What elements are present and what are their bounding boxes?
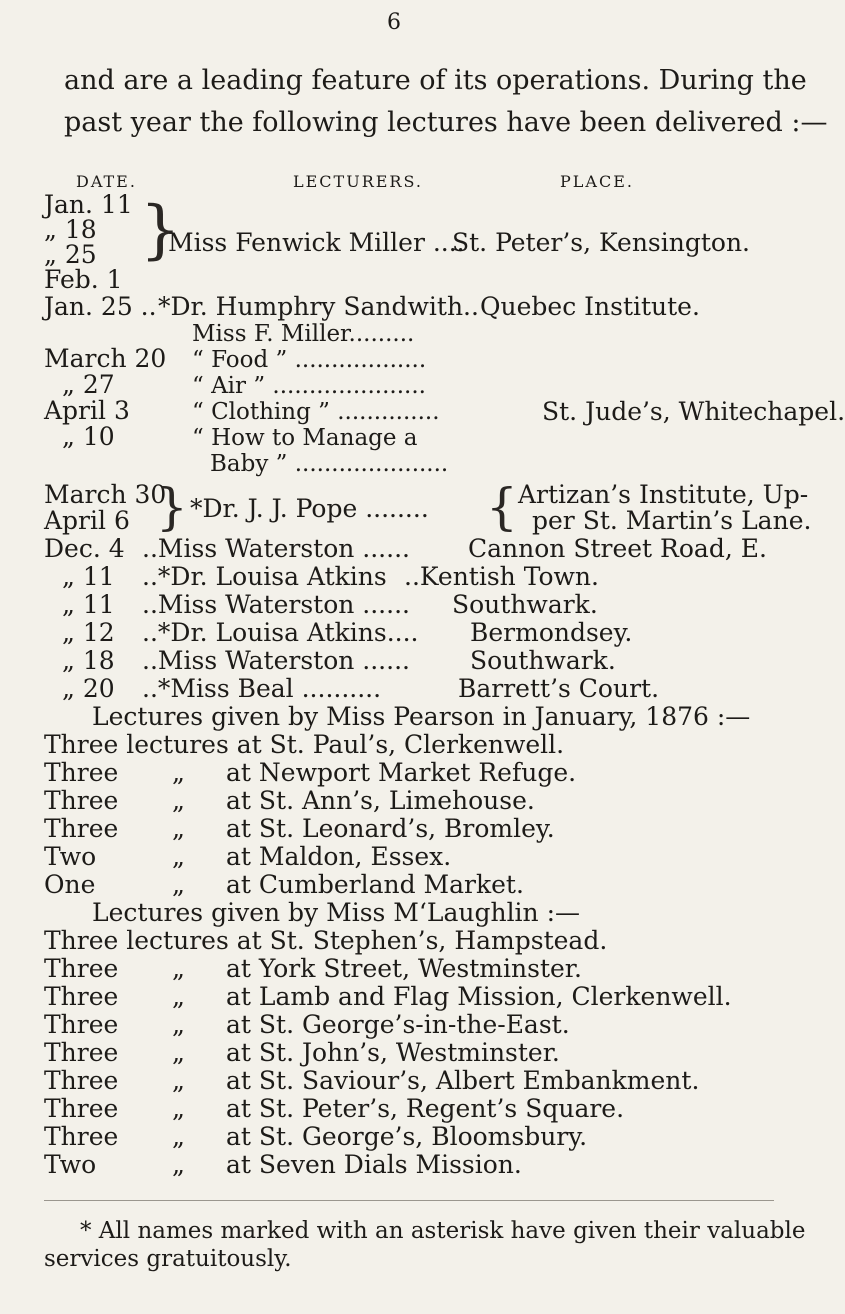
group2-date-1: March 20 bbox=[44, 344, 167, 373]
pearson-1-ditto: „ bbox=[172, 758, 185, 787]
pearson-2-ditto: „ bbox=[172, 786, 185, 815]
row-6-lecturer: ..*Miss Beal .......... bbox=[142, 674, 382, 703]
intro-line-2: past year the following lectures have been delivered :— bbox=[64, 107, 828, 138]
row-3-date: „ 11 bbox=[62, 590, 115, 619]
row-5-date: „ 18 bbox=[62, 646, 115, 675]
group1-place: St. Peter’s, Kensington. bbox=[452, 228, 750, 257]
page-number: 6 bbox=[387, 10, 401, 35]
row-1-date: Dec. 4 bbox=[44, 534, 125, 563]
group2-topic-clothing: “ Clothing ” .............. bbox=[192, 399, 440, 425]
mlaughlin-3-ditto: „ bbox=[172, 1010, 185, 1039]
mlaughlin-heading: Lectures given by Miss M‘Laughlin :— bbox=[92, 898, 581, 927]
group1-lecturer: Miss Fenwick Miller .... bbox=[168, 228, 465, 257]
mlaughlin-2-ditto: „ bbox=[172, 982, 185, 1011]
pearson-3-ditto: „ bbox=[172, 814, 185, 843]
row-4-place: Bermondsey. bbox=[470, 618, 633, 647]
mlaughlin-6-place: at St. Peter’s, Regent’s Square. bbox=[226, 1094, 625, 1123]
group3-place-line-1: Artizan’s Institute, Up- bbox=[518, 480, 809, 509]
mlaughlin-6-ditto: „ bbox=[172, 1094, 185, 1123]
group3-place-line-2: per St. Martin’s Lane. bbox=[532, 506, 812, 535]
footnote-line-2: services gratuitously. bbox=[44, 1246, 292, 1272]
mlaughlin-8-place: at Seven Dials Mission. bbox=[226, 1150, 522, 1179]
pearson-5-place: at Cumberland Market. bbox=[226, 870, 524, 899]
sandwith-lecturer: *Dr. Humphry Sandwith.. bbox=[158, 292, 479, 321]
mlaughlin-8-count: Two bbox=[44, 1150, 97, 1179]
mlaughlin-first: Three lectures at St. Stephen’s, Hampstead. bbox=[44, 926, 608, 955]
group3-lecturer: *Dr. J. J. Pope ........ bbox=[190, 494, 429, 523]
row-4-lecturer: ..*Dr. Louisa Atkins.... bbox=[142, 618, 419, 647]
group1-date-4: Feb. 1 bbox=[44, 265, 123, 294]
header-date: DATE. bbox=[76, 172, 137, 191]
group1-date-1: Jan. 11 bbox=[44, 190, 133, 219]
group2-topic-food: “ Food ” .................. bbox=[192, 347, 427, 373]
footnote-rule bbox=[44, 1200, 774, 1201]
row-3-lecturer: ..Miss Waterston ...... bbox=[142, 590, 410, 619]
pearson-first: Three lectures at St. Paul’s, Clerkenwell. bbox=[44, 730, 565, 759]
footnote-line-1: * All names marked with an asterisk have given their valuable bbox=[80, 1218, 806, 1244]
group2-topic-air: “ Air ” ..................... bbox=[192, 373, 426, 399]
pearson-2-count: Three bbox=[44, 786, 119, 815]
group3-place-brace: { bbox=[486, 478, 518, 536]
mlaughlin-2-count: Three bbox=[44, 982, 119, 1011]
row-6-date: „ 20 bbox=[62, 674, 115, 703]
mlaughlin-4-place: at St. John’s, Westminster. bbox=[226, 1038, 560, 1067]
pearson-heading: Lectures given by Miss Pearson in January, 1876 :— bbox=[92, 702, 751, 731]
group2-topic-baby: Baby ” ..................... bbox=[210, 451, 449, 477]
mlaughlin-3-count: Three bbox=[44, 1010, 119, 1039]
mlaughlin-5-count: Three bbox=[44, 1066, 119, 1095]
row-2-lecturer: ..*Dr. Louisa Atkins bbox=[142, 562, 387, 591]
sandwith-place: Quebec Institute. bbox=[480, 292, 700, 321]
header-lecturers: LECTURERS. bbox=[293, 172, 423, 191]
intro-line-1: and are a leading feature of its operations. During the bbox=[64, 65, 807, 96]
row-4-date: „ 12 bbox=[62, 618, 115, 647]
pearson-1-count: Three bbox=[44, 758, 119, 787]
mlaughlin-8-ditto: „ bbox=[172, 1150, 185, 1179]
mlaughlin-7-count: Three bbox=[44, 1122, 119, 1151]
row-3-place: Southwark. bbox=[452, 590, 598, 619]
row-5-place: Southwark. bbox=[470, 646, 616, 675]
group3-date-2: April 6 bbox=[44, 506, 130, 535]
mlaughlin-6-count: Three bbox=[44, 1094, 119, 1123]
group1-brace: } bbox=[140, 193, 181, 267]
mlaughlin-1-count: Three bbox=[44, 954, 119, 983]
mlaughlin-5-place: at St. Saviour’s, Albert Embankment. bbox=[226, 1066, 700, 1095]
row-1-place: Cannon Street Road, E. bbox=[468, 534, 767, 563]
pearson-5-count: One bbox=[44, 870, 96, 899]
group2-speaker: Miss F. Miller......... bbox=[192, 321, 415, 347]
row-2-place: ..Kentish Town. bbox=[404, 562, 599, 591]
row-5-lecturer: ..Miss Waterston ...... bbox=[142, 646, 410, 675]
pearson-4-count: Two bbox=[44, 842, 97, 871]
group1-date-2: „ 18 bbox=[44, 215, 97, 244]
mlaughlin-1-place: at York Street, Westminster. bbox=[226, 954, 582, 983]
mlaughlin-5-ditto: „ bbox=[172, 1066, 185, 1095]
group2-date-4: „ 10 bbox=[62, 422, 115, 451]
mlaughlin-3-place: at St. George’s-in-the-East. bbox=[226, 1010, 570, 1039]
group2-date-2: „ 27 bbox=[62, 370, 115, 399]
mlaughlin-2-place: at Lamb and Flag Mission, Clerkenwell. bbox=[226, 982, 732, 1011]
group3-date-1: March 30 bbox=[44, 480, 167, 509]
pearson-3-place: at St. Leonard’s, Bromley. bbox=[226, 814, 555, 843]
header-place: PLACE. bbox=[560, 172, 634, 191]
group3-brace: } bbox=[156, 478, 188, 536]
pearson-3-count: Three bbox=[44, 814, 119, 843]
row-6-place: Barrett’s Court. bbox=[458, 674, 660, 703]
mlaughlin-1-ditto: „ bbox=[172, 954, 185, 983]
group1-date-3: „ 25 bbox=[44, 240, 97, 269]
pearson-4-place: at Maldon, Essex. bbox=[226, 842, 452, 871]
mlaughlin-4-ditto: „ bbox=[172, 1038, 185, 1067]
group2-place: St. Jude’s, Whitechapel. bbox=[542, 397, 845, 426]
row-1-lecturer: ..Miss Waterston ...... bbox=[142, 534, 410, 563]
row-2-date: „ 11 bbox=[62, 562, 115, 591]
pearson-4-ditto: „ bbox=[172, 842, 185, 871]
group2-topic-manage: “ How to Manage a bbox=[192, 425, 418, 451]
mlaughlin-4-count: Three bbox=[44, 1038, 119, 1067]
mlaughlin-7-place: at St. George’s, Bloomsbury. bbox=[226, 1122, 588, 1151]
pearson-5-ditto: „ bbox=[172, 870, 185, 899]
group2-date-3: April 3 bbox=[44, 396, 130, 425]
mlaughlin-7-ditto: „ bbox=[172, 1122, 185, 1151]
sandwith-date: Jan. 25 .. bbox=[44, 292, 157, 321]
pearson-1-place: at Newport Market Refuge. bbox=[226, 758, 577, 787]
pearson-2-place: at St. Ann’s, Limehouse. bbox=[226, 786, 535, 815]
